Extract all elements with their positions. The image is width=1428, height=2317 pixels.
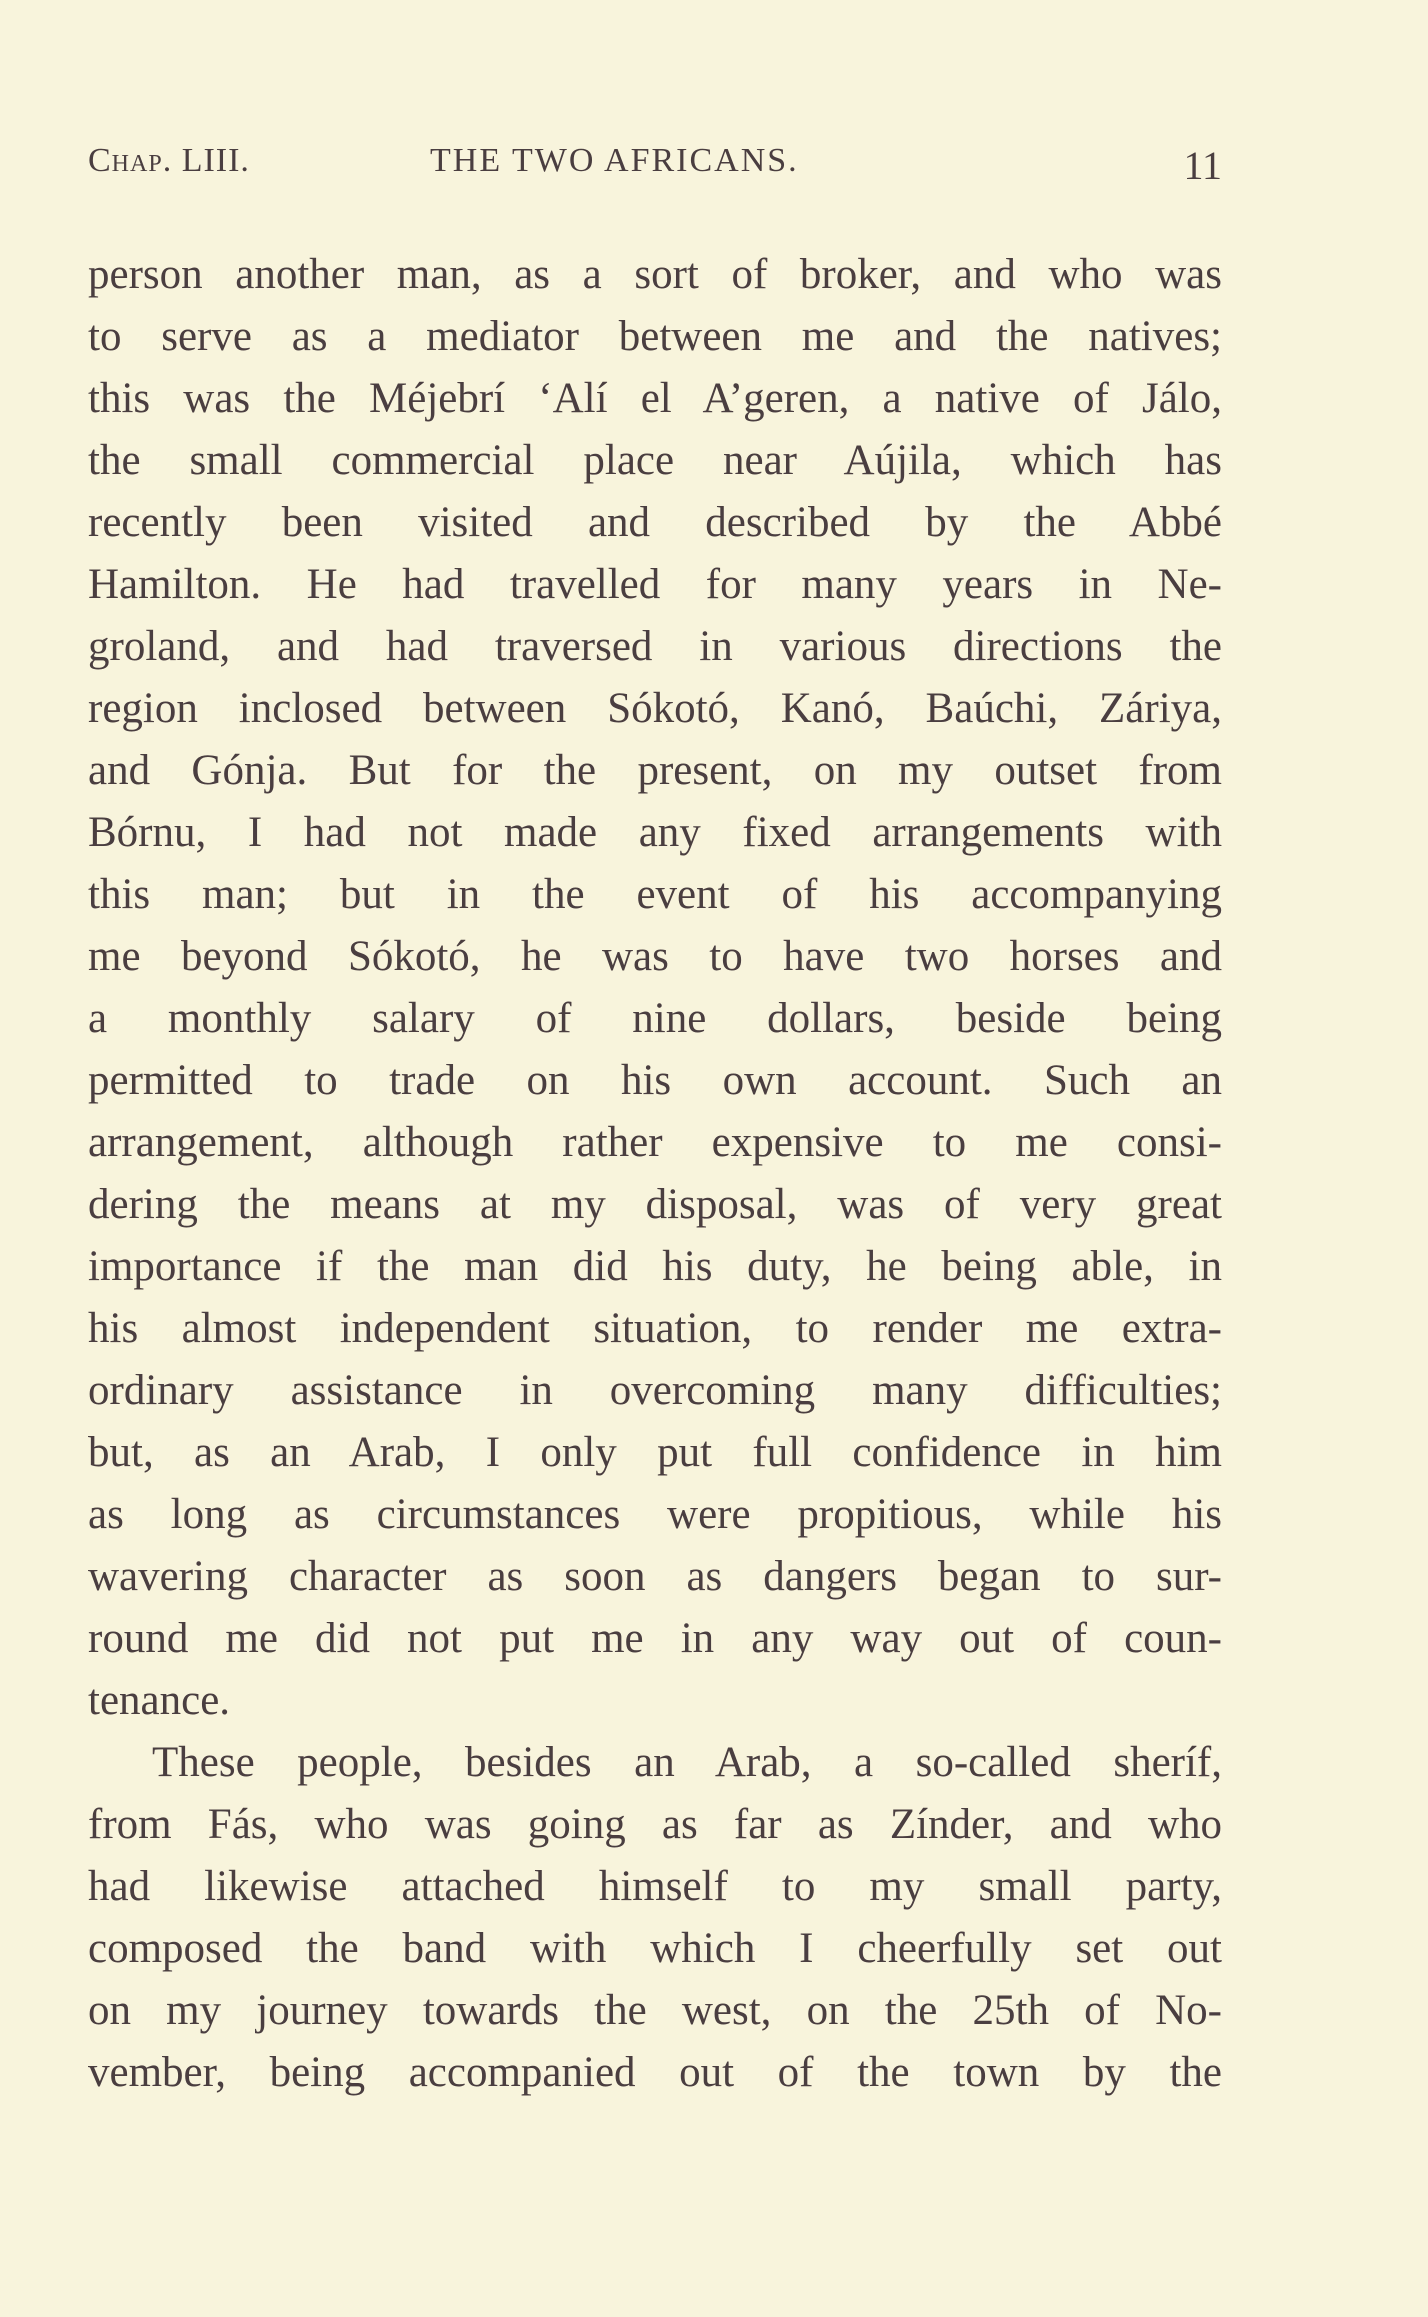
text-line: dering the means at my disposal, was of very great	[88, 1181, 1222, 1228]
page-body	[88, 244, 1222, 2104]
text-line: arrangement, although rather expensive to me consi-	[88, 1119, 1222, 1166]
page-number: 11	[1183, 143, 1222, 188]
text-line: and Gónja. But for the present, on my outset from	[88, 747, 1222, 794]
text-line: this was the Méjebrí ‘Alí el A’geren, a native of Jálo,	[88, 375, 1222, 422]
text-line: permitted to trade on his own account. Such an	[88, 1057, 1222, 1104]
text-line: a monthly salary of nine dollars, beside being	[88, 995, 1222, 1042]
text-line: Bórnu, I had not made any fixed arrangements with	[88, 809, 1222, 856]
text-line: had likewise attached himself to my small party,	[88, 1863, 1222, 1910]
text-line: as long as circumstances were propitious, while his	[88, 1491, 1222, 1538]
text-line: These people, besides an Arab, a so-called sheríf,	[152, 1739, 1222, 1786]
text-line: recently been visited and described by the Abbé	[88, 499, 1222, 546]
text-line: wavering character as soon as dangers began to sur-	[88, 1553, 1222, 1600]
text-line: me beyond Sókotó, he was to have two horses and	[88, 933, 1222, 980]
text-line: to serve as a mediator between me and the natives;	[88, 313, 1222, 360]
text-line: from Fás, who was going as far as Zínder, and who	[88, 1801, 1222, 1848]
text-line: Hamilton. He had travelled for many years in Ne-	[88, 561, 1222, 608]
text-line: composed the band with which I cheerfully set out	[88, 1925, 1222, 1972]
text-line: but, as an Arab, I only put full confidence in him	[88, 1429, 1222, 1476]
text-line: on my journey towards the west, on the 25th of No-	[88, 1987, 1222, 2034]
text-line: importance if the man did his duty, he being able, in	[88, 1243, 1222, 1290]
text-line: tenance.	[88, 1677, 231, 1724]
text-line: person another man, as a sort of broker, and who was	[88, 251, 1222, 298]
running-title: THE TWO AFRICANS.	[430, 142, 799, 179]
text-line: the small commercial place near Aújila, which has	[88, 437, 1222, 484]
text-line: this man; but in the event of his accompanying	[88, 871, 1222, 918]
chapter-label: Chap. LIII.	[88, 142, 250, 179]
text-line: groland, and had traversed in various directions the	[88, 623, 1222, 670]
text-line: his almost independent situation, to render me extra-	[88, 1305, 1222, 1352]
running-header	[88, 142, 1222, 202]
text-line: vember, being accompanied out of the town by the	[88, 2049, 1222, 2096]
text-line: region inclosed between Sókotó, Kanó, Baúchi, Záriya,	[88, 685, 1222, 732]
text-line: round me did not put me in any way out of coun-	[88, 1615, 1222, 1662]
text-line: ordinary assistance in overcoming many difficulties;	[88, 1367, 1222, 1414]
